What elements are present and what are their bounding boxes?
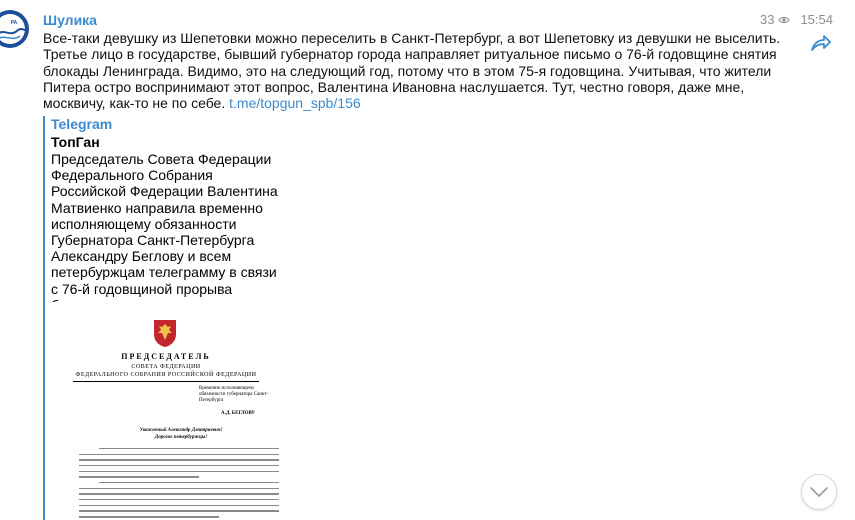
doc-org-line2: ФЕДЕРАЛЬНОГО СОБРАНИЯ РОССИЙСКОЙ ФЕДЕРАЦИИ [75,372,257,378]
message-time: 15:54 [800,12,833,27]
doc-addressee-name: А.Д. БЕГЛОВУ [221,411,256,416]
message-meta [760,12,833,27]
coat-of-arms-icon [152,318,178,348]
doc-greeting2: Дорогие петербуржцы! [154,435,208,440]
svg-text:РА: РА [10,20,18,26]
eye-icon [778,14,790,26]
channel-name[interactable]: Шулика [43,12,97,28]
doc-addressee: Временно исполняющему обязанности губернатора Санкт-Петербурга [199,386,269,403]
doc-paragraph-1 [79,448,279,482]
message-link[interactable]: t.me/topgun_spb/156 [229,95,361,112]
views-count: 33 [759,12,775,27]
doc-org-line1: СОВЕТА ФЕДЕРАЦИИ [131,364,201,370]
doc-paragraph-2 [79,482,279,520]
doc-rule [73,381,259,382]
message-text [43,30,788,111]
preview-site-name: Telegram [51,116,113,132]
doc-greeting1: Уважаемый Александр Дмитриевич! [139,428,223,433]
message-body: Все-таки девушку из Шепетовки можно переселить в Санкт-Петербург, а вот Шепетовку из девушки не выселить. Третье лицо в государстве, бывший губернатор города направляет ритуальное письмо о 76-й годовщине снятия блокады Ленинграда. Видимо, это на следующий год, потому что в этом 75-я годовщина. Учитывая, что жители Питера остро воспринимают этот вопрос, Валентина Ивановна наслушается. Тут, честно говоря, даже мне, москвичу, как-то не по себе. [43,30,781,112]
share-arrow-icon[interactable] [809,32,833,54]
preview-title: ТопГан [51,134,100,150]
scroll-down-button[interactable] [801,474,837,510]
channel-avatar[interactable] [0,10,30,48]
doc-heading: ПРЕДСЕДАТЕЛЬ [121,352,211,361]
preview-image[interactable] [51,302,281,520]
preview-description: Председатель Совета Федерации Федерального Собрания Российской Федерации Валентина Матвиенко направила временно исполняющему обязанности Губернатора Санкт-Петербурга Александру Беглову и всем петербуржцам телеграмму в связи с 76-й годовщиной прорыва [51,151,278,297]
chevron-down-icon [809,486,829,498]
